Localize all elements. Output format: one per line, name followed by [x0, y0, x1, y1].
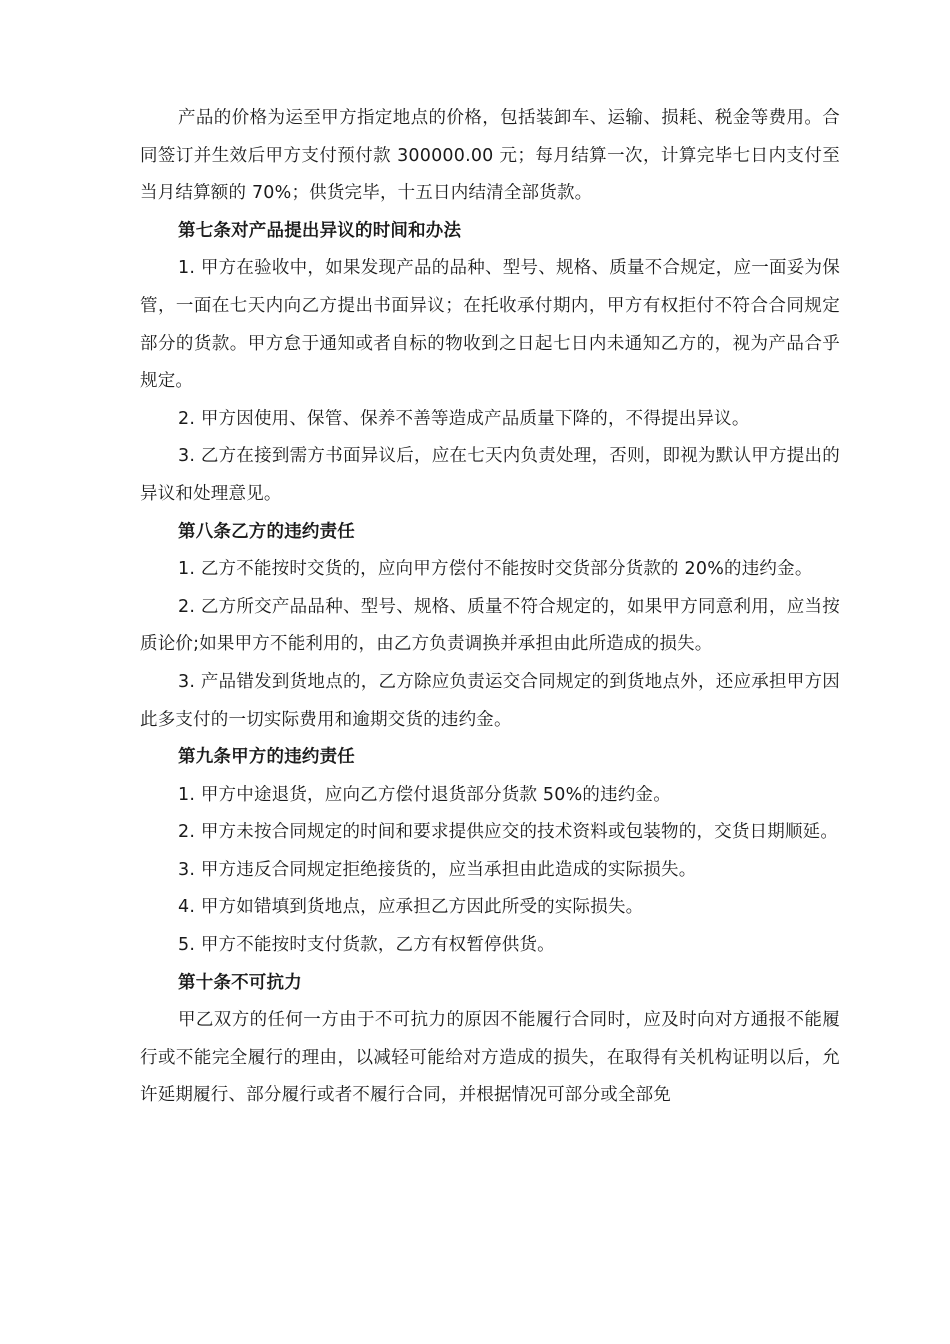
paragraph-article-9-item-5: 5. 甲方不能按时支付货款，乙方有权暂停供货。 — [178, 935, 555, 956]
heading-article-7: 第七条对产品提出异议的时间和办法 — [178, 220, 462, 241]
paragraph-article-9-item-4: 4. 甲方如错填到货地点，应承担乙方因此所受的实际损失。 — [178, 897, 644, 918]
paragraph-article-9-item-2: 2. 甲方未按合同规定的时间和要求提供应交的技术资料或包装物的，交货日期顺延。 — [178, 822, 839, 843]
heading-article-10: 第十条不可抗力 — [178, 972, 302, 993]
paragraph-article-9-item-3: 3. 甲方违反合同规定拒绝接货的，应当承担由此造成的实际损失。 — [178, 859, 697, 880]
paragraph-article-7-item-2: 2. 甲方因使用、保管、保养不善等造成产品质量下降的，不得提出异议。 — [178, 408, 750, 429]
heading-article-8: 第八条乙方的违约责任 — [178, 521, 355, 542]
paragraph-article-7-item-1: 1. 甲方在验收中，如果发现产品的品种、型号、规格、质量不合规定，应一面妥为保管，一面在七天内向乙方提出书面异议；在托收承付期内，甲方有权拒付不符合合同规定部分的货款。甲方怠于通知或者自标的物收到之日起七日内未通知乙方的，视为产品合乎规定。 — [140, 258, 840, 392]
document-page — [140, 100, 840, 1115]
paragraph-article-9-item-1: 1. 甲方中途退货，应向乙方偿付退货部分货款 50%的违约金。 — [178, 784, 671, 805]
paragraph-article-8-item-2: 2. 乙方所交产品品种、型号、规格、质量不符合规定的，如果甲方同意利用，应当按质论价;如果甲方不能利用的，由乙方负责调换并承担由此所造成的损失。 — [140, 596, 840, 655]
paragraph-article-8-item-1: 1. 乙方不能按时交货的，应向甲方偿付不能按时交货部分货款的 20%的违约金。 — [178, 559, 813, 580]
paragraph-price-terms: 产品的价格为运至甲方指定地点的价格，包括装卸车、运输、损耗、税金等费用。合同签订并生效后甲方支付预付款 300000.00 元；每月结算一次，计算完毕七日内支付至当月结算额的 70%；供货完毕，十五日内结清全部货款。 — [140, 108, 840, 204]
paragraph-article-7-item-3: 3. 乙方在接到需方书面异议后，应在七天内负责处理，否则，即视为默认甲方提出的异议和处理意见。 — [140, 446, 840, 504]
paragraph-article-8-item-3: 3. 产品错发到货地点的，乙方除应负责运交合同规定的到货地点外，还应承担甲方因此多支付的一切实际费用和逾期交货的违约金。 — [140, 671, 840, 730]
heading-article-9: 第九条甲方的违约责任 — [178, 747, 355, 768]
paragraph-article-10-body: 甲乙双方的任何一方由于不可抗力的原因不能履行合同时，应及时向对方通报不能履行或不能完全履行的理由，以减轻可能给对方造成的损失，在取得有关机构证明以后，允许延期履行、部分履行或者不履行合同，并根据情况可部分或全部免 — [140, 1010, 840, 1106]
